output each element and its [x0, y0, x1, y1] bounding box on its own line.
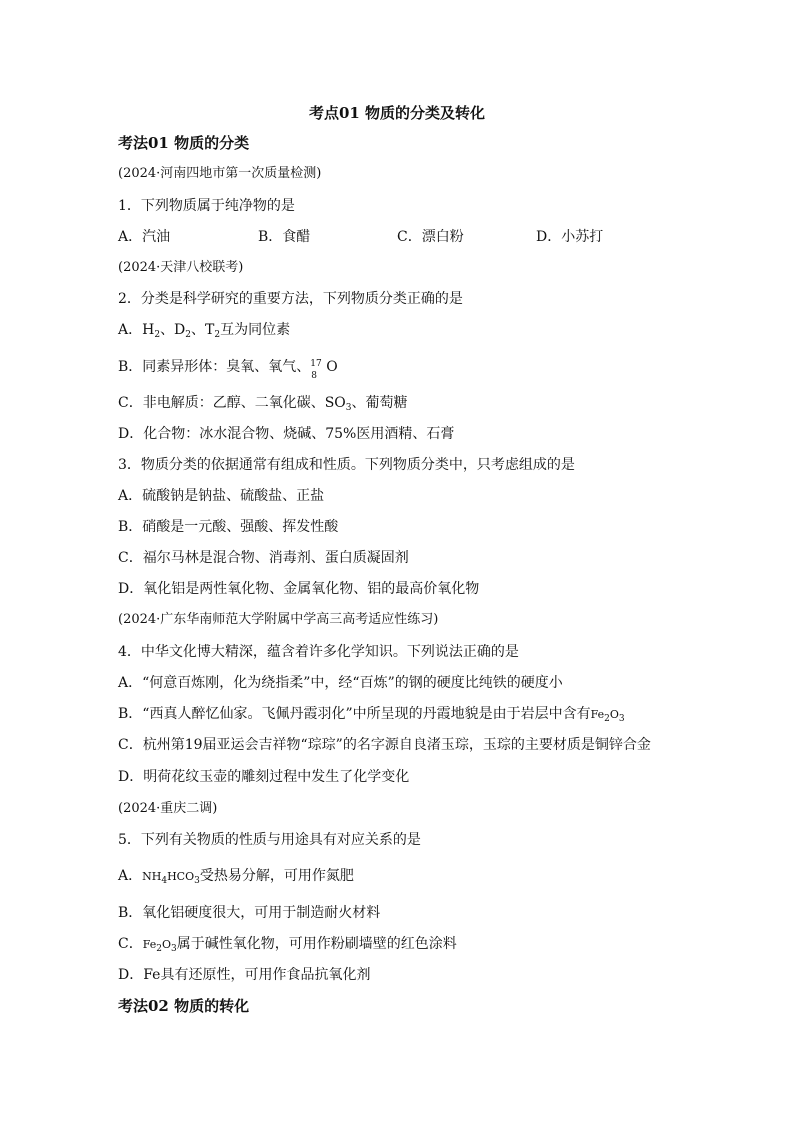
- question-2-option-b: B．同素异形体：臭氧、氧气、 17 8 O: [118, 359, 338, 381]
- page-title: 考点01 物质的分类及转化: [308, 104, 486, 122]
- question-1-stem: 1．下列物质属于纯净物的是: [118, 198, 295, 214]
- question-3-option-b: B．硝酸是一元酸、强酸、挥发性酸: [118, 519, 339, 535]
- question-source: (2024·广东华南师范大学附属中学高三高考适应性练习): [118, 612, 439, 627]
- question-1-options: [118, 227, 678, 247]
- question-4-option-b: B．“西真人醉忆仙家。飞佩丹霞羽化”中所呈现的丹霞地貌是由于岩层中含有$Fe_2O_3$: [118, 706, 625, 724]
- section-heading-conversion: 考法02 物质的转化: [118, 997, 250, 1015]
- question-2-stem: 2．分类是科学研究的重要方法，下列物质分类正确的是: [118, 291, 463, 307]
- question-3-option-d: D．氧化铝是两性氧化物、金属氧化物、铝的最高价氧化物: [118, 581, 480, 597]
- option-b: B．食醋: [258, 229, 311, 245]
- question-4-option-c: C．杭州第19届亚运会吉祥物“琮琮”的名字源自良渚玉琮，玉琮的主要材质是铜锌合金: [118, 737, 651, 753]
- question-source: (2024·河南四地市第一次质量检测): [118, 166, 322, 181]
- chemical-formula: $NH_4HCO_3$: [142, 870, 200, 886]
- chemical-formula: $Fe_2O_3$: [590, 708, 625, 724]
- isotope-notation: 17 8: [310, 359, 322, 381]
- question-3-option-c: C．福尔马林是混合物、消毒剂、蛋白质凝固剂: [118, 550, 409, 566]
- question-2-option-a: A．$H_2$、$D_2$、$T_2$互为同位素: [118, 322, 291, 340]
- question-source: (2024·重庆二调): [118, 801, 218, 816]
- option-d: D．小苏打: [536, 229, 604, 245]
- question-2-option-d: D．化合物：冰水混合物、烧碱、75%医用酒精、石膏: [118, 426, 455, 442]
- question-3-stem: 3．物质分类的依据通常有组成和性质。下列物质分类中，只考虑组成的是: [118, 457, 575, 473]
- question-2-option-c: C．非电解质：乙醇、二氧化碳、$SO_3$、葡萄糖: [118, 395, 408, 413]
- question-5-option-a: A．$NH_4HCO_3$受热易分解，可用作氮肥: [118, 868, 354, 886]
- question-4-option-a: A．“何意百炼刚，化为绕指柔”中，经“百炼”的钢的硬度比纯铁的硬度小: [118, 675, 563, 691]
- question-5-option-c: C．$Fe_2O_3$属于碱性氧化物，可用作粉刷墙壁的红色涂料: [118, 936, 457, 954]
- question-4-stem: 4．中华文化博大精深，蕴含着许多化学知识。下列说法正确的是: [118, 644, 519, 660]
- question-5-stem: 5．下列有关物质的性质与用途具有对应关系的是: [118, 832, 421, 848]
- question-5-option-b: B．氧化铝硬度很大，可用于制造耐火材料: [118, 905, 381, 921]
- option-a: A．汽油: [118, 229, 171, 245]
- question-5-option-d: D．Fe具有还原性，可用作食品抗氧化剂: [118, 967, 371, 983]
- question-4-option-d: D．明荷花纹玉壶的雕刻过程中发生了化学变化: [118, 769, 410, 785]
- question-source: (2024·天津八校联考): [118, 260, 244, 275]
- section-heading-classification: 考法01 物质的分类: [118, 134, 250, 152]
- option-c: C．漂白粉: [397, 229, 464, 245]
- question-3-option-a: A．硫酸钠是钠盐、硫酸盐、正盐: [118, 488, 325, 504]
- chemical-formula: $Fe_2O_3$: [142, 938, 177, 954]
